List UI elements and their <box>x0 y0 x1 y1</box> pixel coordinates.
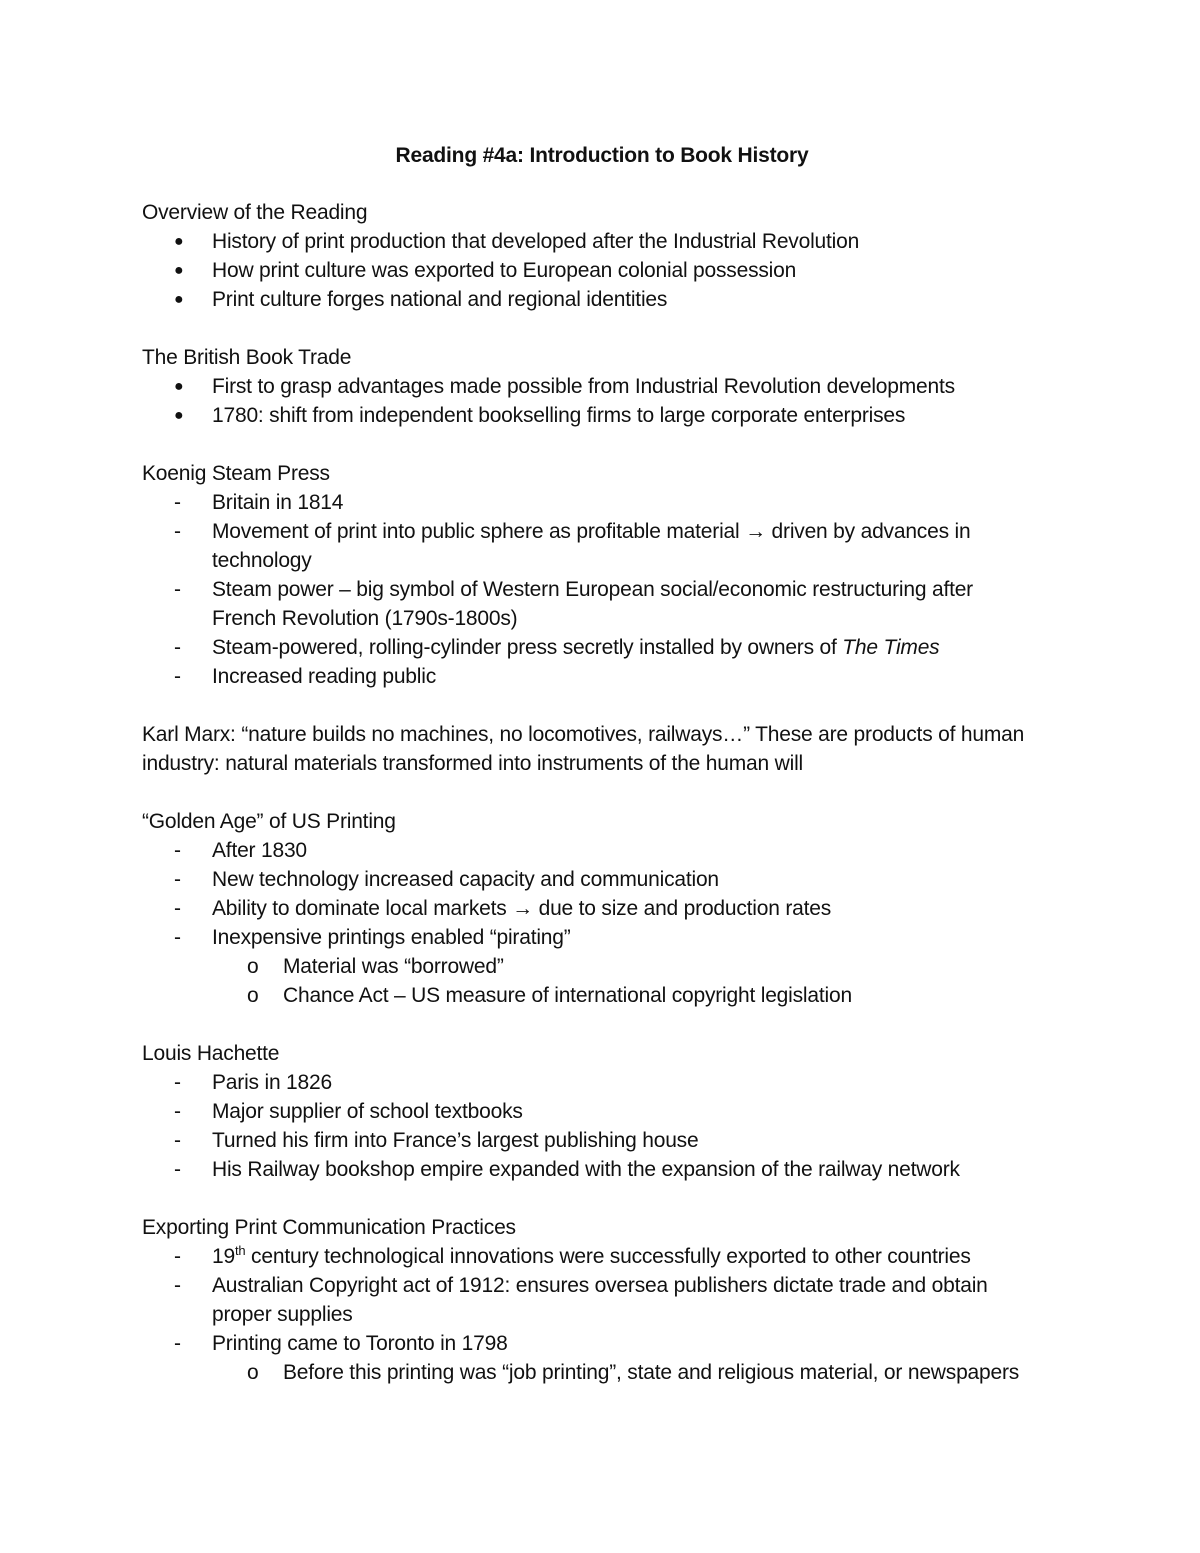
dash-icon: - <box>174 868 181 891</box>
sublist-item-text: Material was “borrowed” <box>283 955 504 978</box>
section-karl-marx <box>142 720 1042 778</box>
list-item <box>142 836 1042 865</box>
dash-icon: - <box>174 926 181 949</box>
list-item <box>142 575 1042 633</box>
list-item-text: First to grasp advantages made possible from Industrial Revolution developments <box>212 375 955 398</box>
list-item-text: Printing came to Toronto in 1798 <box>212 1332 508 1355</box>
dash-icon: - <box>174 520 181 543</box>
list-item-text: His Railway bookshop empire expanded with the expansion of the railway network <box>212 1158 960 1181</box>
bullet-list <box>142 372 1042 430</box>
dash-icon: - <box>174 1332 181 1355</box>
section-golden-age <box>142 807 1042 1010</box>
list-item <box>142 372 1042 401</box>
section-exporting-print <box>142 1213 1042 1387</box>
dash-icon: - <box>174 897 181 920</box>
bullet-icon: ● <box>174 407 184 424</box>
list-item <box>142 488 1042 517</box>
dash-icon: - <box>174 1129 181 1152</box>
sublist-item-text: Chance Act – US measure of international copyright legislation <box>283 984 852 1007</box>
sublist-item <box>212 952 1042 981</box>
list-item-text: 1780: shift from independent bookselling firms to large corporate enterprises <box>212 404 906 427</box>
section-heading: Louis Hachette <box>142 1042 280 1065</box>
dash-icon: - <box>174 1245 181 1268</box>
list-item <box>142 923 1042 1010</box>
document-content <box>142 141 1042 1416</box>
circle-bullet-icon: o <box>247 984 259 1007</box>
section-heading: Exporting Print Communication Practices <box>142 1216 516 1239</box>
section-heading: Overview of the Reading <box>142 201 368 224</box>
list-item <box>142 517 1042 575</box>
sublist-item <box>212 981 1042 1010</box>
dash-icon: - <box>174 1274 181 1297</box>
bullet-icon: ● <box>174 233 184 250</box>
circle-bullet-icon: o <box>247 1361 259 1384</box>
list-item <box>142 401 1042 430</box>
dash-list <box>142 1242 1042 1387</box>
list-item-text: New technology increased capacity and communication <box>212 868 719 891</box>
list-item-text: Major supplier of school textbooks <box>212 1100 523 1123</box>
dash-icon: - <box>174 636 181 659</box>
circle-sublist <box>212 952 1042 1010</box>
list-item <box>142 894 1042 923</box>
page-title: Reading #4a: Introduction to Book History <box>395 144 809 167</box>
circle-sublist <box>212 1358 1042 1387</box>
list-item-text: Paris in 1826 <box>212 1071 332 1094</box>
list-item <box>142 1068 1042 1097</box>
list-item-text: How print culture was exported to European colonial possession <box>212 259 797 282</box>
list-item-text: Turned his firm into France’s largest publishing house <box>212 1129 699 1152</box>
list-item <box>142 285 1042 314</box>
list-item-text: Britain in 1814 <box>212 491 344 514</box>
list-item-text: Print culture forges national and regional identities <box>212 288 668 311</box>
list-item <box>142 865 1042 894</box>
dash-icon: - <box>174 1071 181 1094</box>
list-item <box>142 1242 1042 1271</box>
list-item-text: Steam-powered, rolling-cylinder press secretly installed by owners of <box>212 636 843 659</box>
list-item <box>142 1097 1042 1126</box>
bullet-icon: ● <box>174 291 184 308</box>
list-item <box>142 256 1042 285</box>
list-item-text: Increased reading public <box>212 665 437 688</box>
dash-list <box>142 1068 1042 1184</box>
dash-icon: - <box>174 665 181 688</box>
dash-icon: - <box>174 578 181 601</box>
section-louis-hachette <box>142 1039 1042 1184</box>
list-item <box>142 1126 1042 1155</box>
bullet-icon: ● <box>174 262 184 279</box>
list-item-text: Movement of print into public sphere as profitable material → driven by advances in technology <box>212 520 971 572</box>
sublist-item <box>212 1358 1042 1387</box>
circle-bullet-icon: o <box>247 955 259 978</box>
section-british-book-trade <box>142 343 1042 430</box>
list-item <box>142 633 1042 662</box>
list-item-number: 19 <box>212 1245 235 1268</box>
section-koenig-steam-press <box>142 459 1042 691</box>
list-item-text: Inexpensive printings enabled “pirating” <box>212 926 571 949</box>
dash-list <box>142 836 1042 1010</box>
list-item <box>142 1155 1042 1184</box>
section-heading: The British Book Trade <box>142 346 352 369</box>
list-item-text: century technological innovations were successfully exported to other countries <box>245 1245 971 1268</box>
list-item <box>142 662 1042 691</box>
bullet-icon: ● <box>174 378 184 395</box>
list-item <box>142 1329 1042 1387</box>
sublist-item-text: Before this printing was “job printing”, state and religious material, or newspapers <box>283 1361 1020 1384</box>
list-item-text: Steam power – big symbol of Western European social/economic restructuring after French Revolution (1790s-1800s) <box>212 578 973 630</box>
list-item-text: After 1830 <box>212 839 307 862</box>
dash-icon: - <box>174 1100 181 1123</box>
dash-icon: - <box>174 839 181 862</box>
list-item <box>142 227 1042 256</box>
section-heading: Koenig Steam Press <box>142 462 330 485</box>
dash-icon: - <box>174 491 181 514</box>
dash-list <box>142 488 1042 691</box>
list-item-text: Australian Copyright act of 1912: ensures oversea publishers dictate trade and obtain proper supplies <box>212 1274 988 1326</box>
dash-icon: - <box>174 1158 181 1181</box>
list-item <box>142 1271 1042 1329</box>
italic-title-text: The Times <box>842 636 940 659</box>
marx-quote-paragraph: Karl Marx: “nature builds no machines, no locomotives, railways…” These are products of human industry: natural materials transformed into instruments of the human will <box>142 723 1025 775</box>
section-overview <box>142 198 1042 314</box>
list-item-text: History of print production that developed after the Industrial Revolution <box>212 230 860 253</box>
ordinal-superscript: th <box>234 1243 246 1258</box>
section-heading: “Golden Age” of US Printing <box>142 810 396 833</box>
list-item-text: Ability to dominate local markets → due to size and production rates <box>212 897 832 920</box>
bullet-list <box>142 227 1042 314</box>
